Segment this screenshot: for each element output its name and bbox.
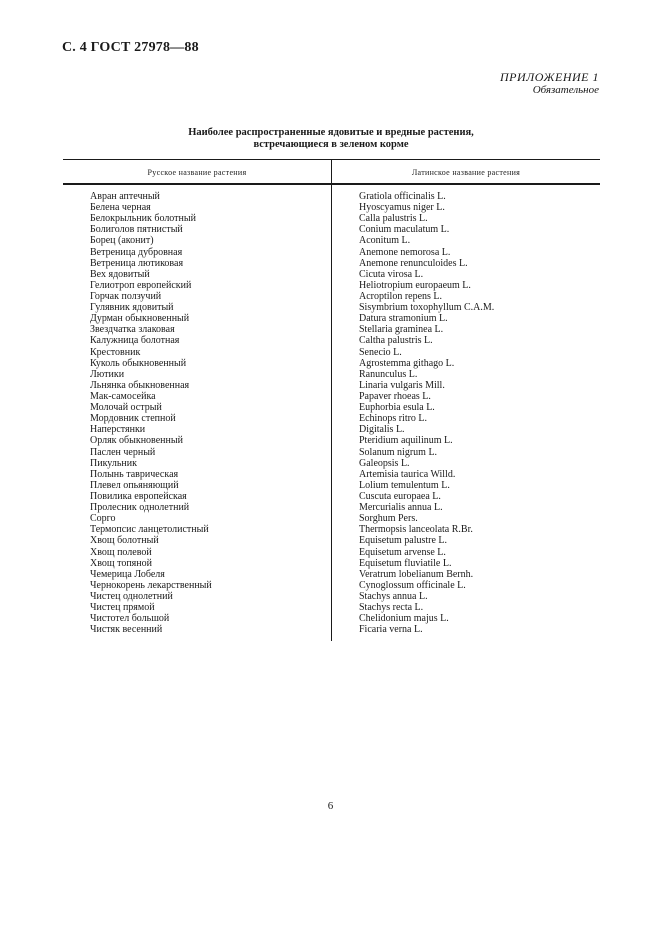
latin-plant-name: Stachys recta L. bbox=[359, 602, 424, 614]
latin-plant-name: Senecio L. bbox=[359, 346, 402, 358]
latin-plant-name: Ficaria verna L. bbox=[359, 624, 423, 636]
russian-plant-name: Калужница болотная bbox=[90, 335, 180, 347]
russian-plant-name: Хвощ полевой bbox=[90, 546, 152, 558]
table-row bbox=[63, 269, 600, 280]
latin-plant-name: Anemone nemorosa L. bbox=[359, 246, 451, 258]
appendix-label bbox=[500, 71, 599, 97]
table-row bbox=[63, 258, 600, 269]
table-row bbox=[63, 480, 600, 491]
russian-plant-name: Белена черная bbox=[90, 202, 151, 214]
russian-plant-name: Орляк обыкновенный bbox=[90, 435, 183, 447]
russian-plant-name: Паслен черный bbox=[90, 446, 156, 458]
latin-plant-name: Mercurialis annua L. bbox=[359, 502, 443, 514]
russian-plant-name: Чистотел большой bbox=[90, 613, 170, 625]
latin-plant-name: Papaver rhoeas L. bbox=[359, 390, 431, 402]
table-row bbox=[63, 569, 600, 580]
table-row bbox=[63, 491, 600, 502]
latin-plant-name: Caltha palustris L. bbox=[359, 335, 433, 347]
table-row bbox=[63, 347, 600, 358]
table-row bbox=[63, 613, 600, 624]
latin-plant-name: Anemone renunculoides L. bbox=[359, 257, 468, 269]
table-title-line-2: встречающиеся в зеленом корме bbox=[253, 139, 409, 150]
table-row bbox=[63, 280, 600, 291]
latin-plant-name: Cicuta virosa L. bbox=[359, 268, 424, 280]
russian-plant-name: Белокрыльник болотный bbox=[90, 213, 196, 225]
latin-plant-name: Stellaria graminea L. bbox=[359, 324, 444, 336]
latin-plant-name: Euphorbia esula L. bbox=[359, 402, 435, 414]
russian-plant-name: Чистяк весенний bbox=[90, 624, 163, 636]
table-row bbox=[63, 591, 600, 602]
russian-plant-name: Молочай острый bbox=[90, 402, 162, 414]
latin-plant-name: Galeopsis L. bbox=[359, 457, 410, 469]
table-row bbox=[63, 291, 600, 302]
russian-plant-name: Наперстянки bbox=[90, 424, 146, 436]
table-row bbox=[63, 524, 600, 535]
russian-plant-name: Полынь таврическая bbox=[90, 468, 179, 480]
latin-plant-name: Solanum nigrum L. bbox=[359, 446, 438, 458]
latin-plant-name: Ranunculus L. bbox=[359, 368, 418, 380]
table-title-line-1: Наиболее распространенные ядовитые и вредные растения, bbox=[188, 127, 474, 138]
russian-plant-name: Дурман обыкновенный bbox=[90, 313, 190, 325]
plant-table-body bbox=[63, 191, 600, 635]
latin-plant-name: Calla palustris L. bbox=[359, 213, 428, 225]
table-row bbox=[63, 424, 600, 435]
table-row bbox=[63, 313, 600, 324]
table-row bbox=[63, 447, 600, 458]
russian-plant-name: Крестовник bbox=[90, 346, 141, 358]
russian-plant-name: Хвощ болотный bbox=[90, 535, 159, 547]
table-row bbox=[63, 435, 600, 446]
russian-plant-name: Вех ядовитый bbox=[90, 268, 150, 280]
table-row bbox=[63, 580, 600, 591]
page-number: 6 bbox=[327, 800, 334, 812]
table-row bbox=[63, 502, 600, 513]
russian-plant-name: Пролесник однолетний bbox=[90, 502, 190, 514]
russian-plant-name: Ветреница лютиковая bbox=[90, 257, 184, 269]
latin-plant-name: Linaria vulgaris Mill. bbox=[359, 379, 445, 391]
appendix-status: Обязательное bbox=[532, 84, 599, 96]
latin-plant-name: Veratrum lobelianum Bernh. bbox=[359, 568, 474, 580]
latin-plant-name: Gratiola officinalis L. bbox=[359, 191, 446, 202]
latin-plant-name: Equisetum fluviatile L. bbox=[359, 557, 452, 569]
latin-plant-name: Cynoglossum officinale L. bbox=[359, 579, 466, 591]
table-row bbox=[63, 302, 600, 313]
table-row bbox=[63, 624, 600, 635]
latin-plant-name: Digitalis L. bbox=[359, 424, 405, 436]
russian-plant-name: Борец (аконит) bbox=[90, 235, 154, 247]
russian-plant-name: Чистец прямой bbox=[90, 602, 155, 614]
latin-plant-name: Thermopsis lanceolata R.Br. bbox=[359, 524, 473, 536]
table-row bbox=[63, 413, 600, 424]
column-header-russian-name: Русское название растения bbox=[147, 168, 247, 177]
table-row bbox=[63, 469, 600, 480]
table-row bbox=[63, 335, 600, 346]
russian-plant-name: Льнянка обыкновенная bbox=[90, 379, 190, 391]
russian-plant-name: Мордовник степной bbox=[90, 413, 176, 425]
russian-plant-name: Сорго bbox=[90, 513, 116, 525]
russian-plant-name: Лютики bbox=[90, 368, 125, 380]
russian-plant-name: Мак-самосейка bbox=[90, 390, 156, 402]
latin-plant-name: Artemisia taurica Willd. bbox=[359, 468, 456, 480]
table-row bbox=[63, 247, 600, 258]
table-title bbox=[62, 127, 600, 151]
russian-plant-name: Ветреница дубровная bbox=[90, 246, 183, 258]
latin-plant-name: Heliotropium europaeum L. bbox=[359, 279, 471, 291]
table-row bbox=[63, 535, 600, 546]
russian-plant-name: Повилика европейская bbox=[90, 490, 187, 502]
table-row bbox=[63, 380, 600, 391]
table-row bbox=[63, 358, 600, 369]
russian-plant-name: Чернокорень лекарственный bbox=[90, 579, 212, 591]
russian-plant-name: Гулявник ядовитый bbox=[90, 302, 174, 314]
table-row bbox=[63, 402, 600, 413]
latin-plant-name: Lolium temulentum L. bbox=[359, 479, 450, 491]
latin-plant-name: Aconitum L. bbox=[359, 235, 411, 247]
table-row bbox=[63, 191, 600, 202]
latin-plant-name: Hyoscyamus niger L. bbox=[359, 202, 445, 214]
latin-plant-name: Cuscuta europaea L. bbox=[359, 490, 441, 502]
russian-plant-name: Термопсис ланцетолистный bbox=[90, 524, 209, 536]
russian-plant-name: Гелиотроп европейский bbox=[90, 279, 192, 291]
table-row bbox=[63, 235, 600, 246]
table-row bbox=[63, 558, 600, 569]
table-row bbox=[63, 224, 600, 235]
table-row bbox=[63, 391, 600, 402]
table-row bbox=[63, 458, 600, 469]
table-row bbox=[63, 324, 600, 335]
latin-plant-name: Acroptilon repens L. bbox=[359, 290, 443, 302]
russian-plant-name: Болиголов пятнистый bbox=[90, 224, 183, 236]
latin-plant-name: Conium maculatum L. bbox=[359, 224, 450, 236]
latin-plant-name: Chelidonium majus L. bbox=[359, 613, 449, 625]
russian-plant-name: Авран аптечный bbox=[90, 191, 160, 202]
russian-plant-name: Чистец однолетний bbox=[90, 590, 173, 602]
table-row bbox=[63, 369, 600, 380]
russian-plant-name: Звездчатка злаковая bbox=[90, 324, 175, 336]
russian-plant-name: Плевел опьяняющий bbox=[90, 479, 179, 491]
latin-plant-name: Sorghum Pers. bbox=[359, 513, 418, 525]
column-header-latin-name: Латинское название растения bbox=[411, 168, 521, 177]
russian-plant-name: Хвощ топяной bbox=[90, 557, 152, 569]
latin-plant-name: Equisetum arvense L. bbox=[359, 546, 446, 558]
latin-plant-name: Stachys annua L. bbox=[359, 590, 428, 602]
russian-plant-name: Куколь обыкновенный bbox=[90, 357, 187, 369]
document-reference: С. 4 ГОСТ 27978—88 bbox=[62, 40, 199, 55]
table-row bbox=[63, 513, 600, 524]
latin-plant-name: Pteridium aquilinum L. bbox=[359, 435, 453, 447]
table-row bbox=[63, 602, 600, 613]
latin-plant-name: Equisetum palustre L. bbox=[359, 535, 448, 547]
appendix-title: ПРИЛОЖЕНИЕ 1 bbox=[500, 70, 599, 84]
russian-plant-name: Чемерица Лобеля bbox=[90, 568, 165, 580]
latin-plant-name: Echinops ritro L. bbox=[359, 413, 428, 425]
russian-plant-name: Горчак ползучий bbox=[90, 290, 162, 302]
russian-plant-name: Пикульник bbox=[90, 457, 137, 469]
latin-plant-name: Agrostemma githago L. bbox=[359, 357, 455, 369]
table-row bbox=[63, 213, 600, 224]
latin-plant-name: Datura stramonium L. bbox=[359, 313, 448, 325]
latin-plant-name: Sisymbrium toxophyllum C.A.M. bbox=[359, 302, 495, 314]
table-row bbox=[63, 547, 600, 558]
table-row bbox=[63, 202, 600, 213]
